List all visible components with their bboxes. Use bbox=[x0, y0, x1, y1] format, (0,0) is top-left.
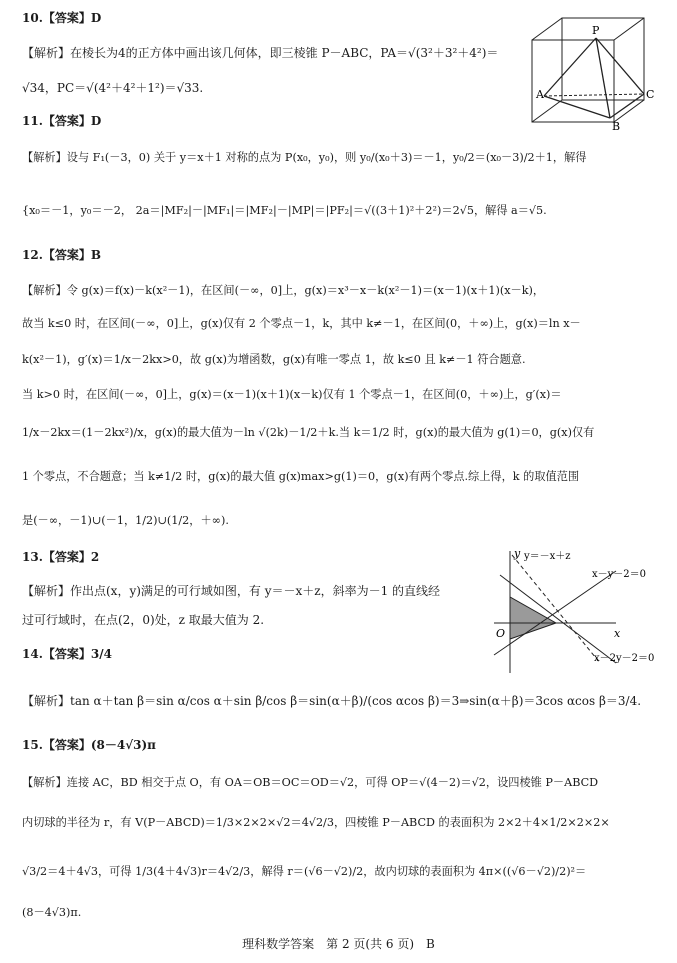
label-p: P bbox=[592, 24, 600, 37]
q12-answer: 12.【答案】B bbox=[22, 248, 102, 262]
q10-line2: √34，PC＝√(4²＋4²＋1²)＝√33. bbox=[22, 81, 204, 95]
origin-label: O bbox=[496, 627, 506, 640]
q15-line1: 【解析】连接 AC，BD 相交于点 O，有 OA＝OB＝OC＝OD＝√2，可得 OP＝√(4－2)＝√2，设四棱锥 P－ABCD bbox=[22, 776, 599, 789]
q12-line1: 【解析】令 g(x)＝f(x)－k(x²－1)，在区间(－∞，0]上，g(x)＝x³－x－k(x²－1)＝(x－1)(x＋1)(x－k)， bbox=[22, 284, 545, 297]
q12-line7: 是(－∞，－1)∪(－1，1/2)∪(1/2，＋∞). bbox=[22, 514, 229, 527]
q11-answer: 11.【答案】D bbox=[22, 114, 102, 128]
q15-line2: 内切球的半径为 r，有 V(P－ABCD)＝1/3×2×2×√2＝4√2/3，四棱锥 P－ABCD 的表面积为 2×2＋4×1/2×2×2× bbox=[22, 816, 610, 829]
q12-line5: 1/x－2kx＝(1－2kx²)/x，g(x)的最大值为－ln √(2k)－1/2＋k.当 k＝1/2 时，g(x)的最大值为 g(1)＝0，g(x)仅有 bbox=[22, 426, 595, 439]
q15-line3: √3/2＝4＋4√3，可得 1/3(4＋4√3)r＝4√2/3，解得 r＝(√6－√2)/2，故内切球的表面积为 4π×((√6－√2)/2)²＝ bbox=[22, 865, 587, 878]
q11-line1: 【解析】设与 F₁(－3，0) 关于 y＝x＋1 对称的点为 P(x₀，y₀)，则 y₀/(x₀＋3)＝－1，y₀/2＝(x₀－3)/2＋1，解得 bbox=[22, 151, 587, 164]
page-footer: 理科数学答案 第 2 页(共 6 页) B bbox=[242, 937, 435, 951]
q13-line2: 过可行域时，在点(2，0)处，z 取最大值为 2. bbox=[22, 613, 265, 627]
q12-line3: k(x²－1)，g′(x)＝1/x－2kx>0，故 g(x)为增函数，g(x)有唯一零点 1，故 k≤0 且 k≠－1 符合题意. bbox=[22, 353, 526, 366]
label-c: C bbox=[646, 88, 655, 101]
cube-figure bbox=[522, 10, 672, 132]
axis-x-label: x bbox=[614, 627, 621, 640]
line-label-2: x－y－2＝0 bbox=[592, 569, 647, 580]
q15-line4: (8－4√3)π. bbox=[22, 906, 82, 919]
label-b: B bbox=[612, 120, 621, 132]
label-a: A bbox=[536, 88, 544, 101]
q15-answer: 15.【答案】(8－4√3)π bbox=[22, 738, 156, 752]
line-label-1: y＝－x＋z bbox=[524, 551, 571, 562]
feasible-region-figure bbox=[488, 545, 658, 680]
q10-line1: 【解析】在棱长为4的正方体中画出该几何体，即三棱锥 P－ABC，PA＝√(3²＋3²＋4²)＝ bbox=[22, 46, 499, 60]
q14-line1: 【解析】tan α＋tan β＝sin α/cos α＋sin β/cos β＝sin(α＋β)/(cos αcos β)＝3⇒sin(α＋β)＝3cos αcos β＝3/4. bbox=[22, 694, 642, 708]
q12-line6: 1 个零点，不合题意；当 k≠1/2 时，g(x)的最大值 g(x)max>g(1)＝0，g(x)有两个零点.综上得，k 的取值范围 bbox=[22, 470, 580, 483]
axis-y-label: y bbox=[514, 547, 521, 560]
q12-line2: 故当 k≤0 时，在区间(－∞，0]上，g(x)仅有 2 个零点－1，k，其中 k≠－1，在区间(0，＋∞)上，g(x)＝ln x－ bbox=[22, 317, 581, 330]
q10-answer: 10.【答案】D bbox=[22, 11, 102, 25]
q13-line1: 【解析】作出点(x，y)满足的可行域如图，有 y＝－x＋z，斜率为－1 的直线经 bbox=[22, 584, 441, 598]
q14-answer: 14.【答案】3/4 bbox=[22, 647, 112, 661]
q13-answer: 13.【答案】2 bbox=[22, 550, 100, 564]
line-label-3: x－2y－2＝0 bbox=[594, 653, 655, 664]
q11-line2: {x₀＝－1，y₀＝－2， 2a＝|MF₂|－|MF₁|＝|MF₂|－|MP|＝|PF₂|＝√((3＋1)²＋2²)＝2√5，解得 a＝√5. bbox=[22, 204, 547, 217]
q12-line4: 当 k>0 时，在区间(－∞，0]上，g(x)＝(x－1)(x＋1)(x－k)仅有 1 个零点－1，在区间(0，＋∞)上，g′(x)＝ bbox=[22, 388, 562, 401]
